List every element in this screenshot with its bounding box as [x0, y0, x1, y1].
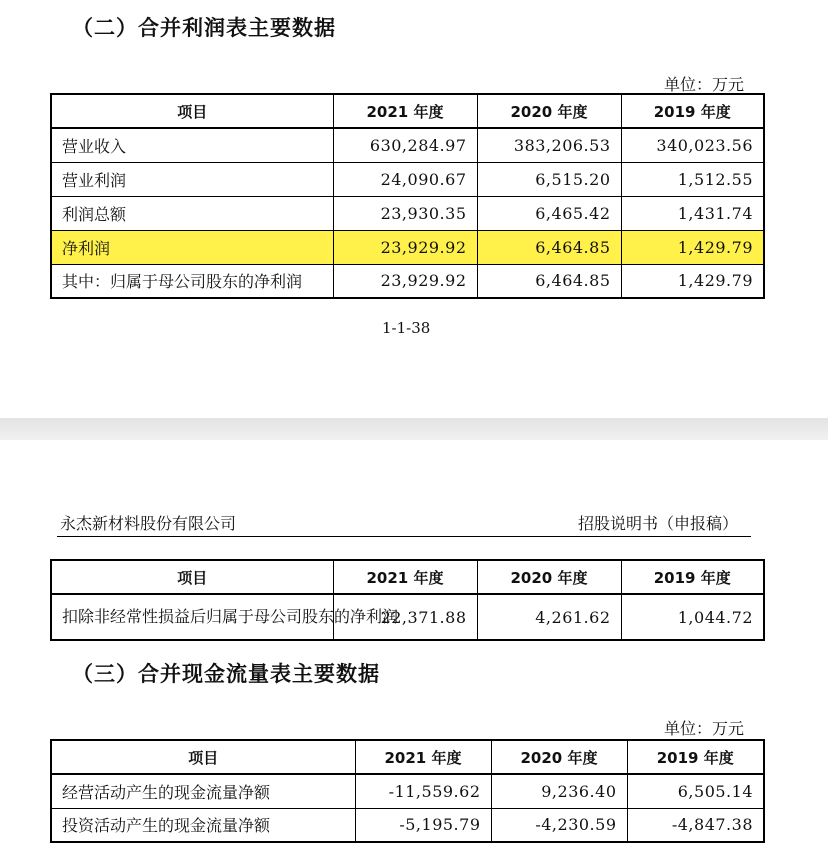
col-header-2021: 2021 年度 — [333, 560, 477, 594]
header-document-type: 招股说明书（申报稿） — [578, 514, 739, 533]
col-header-item: 项目 — [51, 740, 355, 774]
cell-2020: 6,464.85 — [477, 230, 621, 264]
row-label: 其中：归属于母公司股东的净利润 — [51, 264, 333, 298]
col-header-2019: 2019 年度 — [627, 740, 764, 774]
row-label: 净利润 — [51, 230, 333, 264]
cell-2020: 4,261.62 — [477, 594, 621, 640]
header-divider — [57, 536, 751, 537]
unit-label-cashflow: 单位：万元 — [664, 719, 745, 738]
col-header-2021: 2021 年度 — [355, 740, 491, 774]
cell-2019: -4,847.38 — [627, 808, 764, 842]
income-statement-continued-table — [50, 559, 765, 641]
table-row — [51, 594, 764, 640]
row-label: 营业收入 — [51, 128, 333, 162]
header-company-name: 永杰新材料股份有限公司 — [60, 514, 237, 533]
col-header-2019: 2019 年度 — [621, 94, 764, 128]
row-label: 经营活动产生的现金流量净额 — [51, 774, 355, 808]
cell-2021: 23,930.35 — [333, 196, 477, 230]
table-row — [51, 808, 764, 842]
cashflow-statement-table — [50, 739, 765, 843]
cell-2020: 6,464.85 — [477, 264, 621, 298]
cell-2020: 6,515.20 — [477, 162, 621, 196]
cell-2019: 6,505.14 — [627, 774, 764, 808]
table-row — [51, 128, 764, 162]
page-gap — [0, 418, 828, 440]
section-title-income: （二）合并利润表主要数据 — [72, 16, 336, 40]
col-header-2019: 2019 年度 — [621, 560, 764, 594]
income-statement-table — [50, 93, 765, 299]
page-number: 1-1-38 — [382, 319, 431, 337]
cell-2021: 22,371.88 — [333, 594, 477, 640]
highlighted-table-row — [51, 230, 764, 264]
table-row — [51, 264, 764, 298]
cell-2021: 23,929.92 — [333, 230, 477, 264]
table-row — [51, 196, 764, 230]
cell-2019: 1,044.72 — [621, 594, 764, 640]
cell-2019: 1,431.74 — [621, 196, 764, 230]
col-header-2020: 2020 年度 — [477, 94, 621, 128]
cell-2020: 9,236.40 — [491, 774, 627, 808]
cell-2021: 630,284.97 — [333, 128, 477, 162]
table-row — [51, 774, 764, 808]
row-label: 营业利润 — [51, 162, 333, 196]
table-row — [51, 162, 764, 196]
cell-2019: 1,429.79 — [621, 264, 764, 298]
cell-2021: 24,090.67 — [333, 162, 477, 196]
cell-2020: 383,206.53 — [477, 128, 621, 162]
table-header-row — [51, 740, 764, 774]
col-header-2021: 2021 年度 — [333, 94, 477, 128]
col-header-2020: 2020 年度 — [477, 560, 621, 594]
cell-2021: 23,929.92 — [333, 264, 477, 298]
table-header-row — [51, 560, 764, 594]
row-label: 利润总额 — [51, 196, 333, 230]
table-header-row — [51, 94, 764, 128]
cell-2019: 1,429.79 — [621, 230, 764, 264]
col-header-item: 项目 — [51, 560, 333, 594]
col-header-item: 项目 — [51, 94, 333, 128]
cell-2020: 6,465.42 — [477, 196, 621, 230]
row-label: 扣除非经常性损益后归属于母公司股东的净利润 — [51, 594, 333, 640]
cell-2021: -11,559.62 — [355, 774, 491, 808]
row-label: 投资活动产生的现金流量净额 — [51, 808, 355, 842]
section-title-cashflow: （三）合并现金流量表主要数据 — [72, 662, 380, 686]
col-header-2020: 2020 年度 — [491, 740, 627, 774]
cell-2020: -4,230.59 — [491, 808, 627, 842]
cell-2021: -5,195.79 — [355, 808, 491, 842]
cell-2019: 340,023.56 — [621, 128, 764, 162]
cell-2019: 1,512.55 — [621, 162, 764, 196]
unit-label-income: 单位：万元 — [664, 75, 745, 94]
